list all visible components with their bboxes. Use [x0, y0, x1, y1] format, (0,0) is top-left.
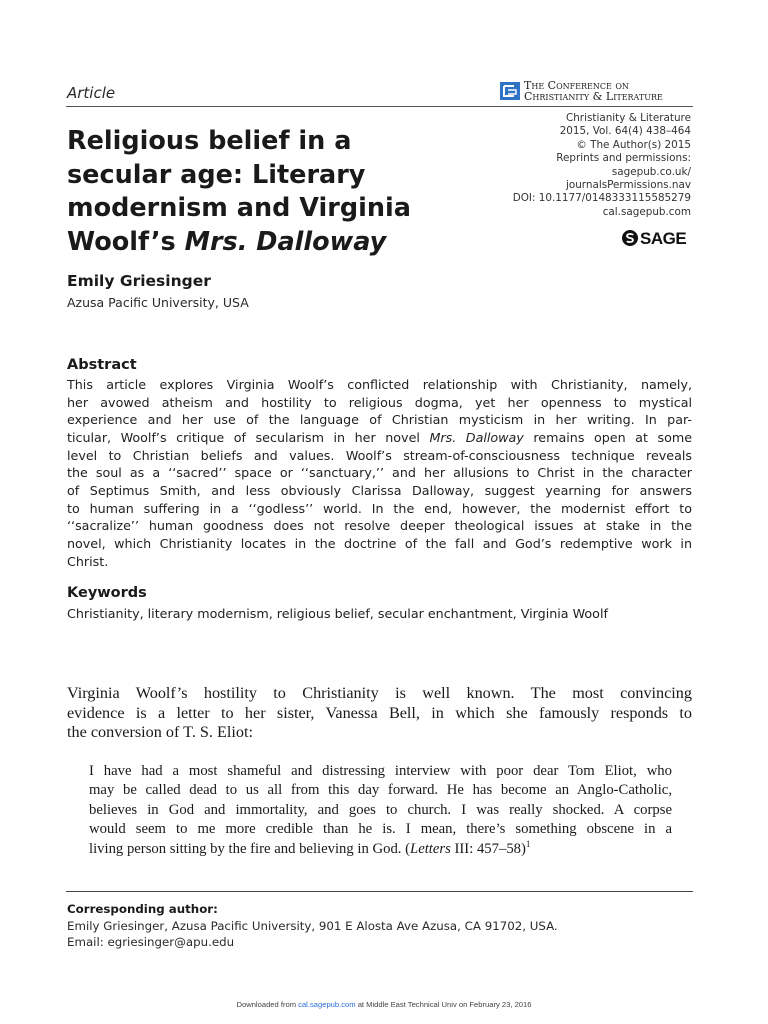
conference-name [524, 80, 663, 102]
header-divider [66, 106, 693, 107]
corresponding-author-address: Emily Griesinger, Azusa Pacific University, 901 E Alosta Ave Azusa, CA 91702, USA. [67, 919, 558, 933]
author-name: Emily Griesinger [67, 272, 211, 290]
quote-citation-pages: III: 457–58) [450, 840, 526, 857]
abstract-line: her avowed atheism and hostility to religious dogma, yet her openness to mystical [67, 394, 692, 410]
quote-line: I have had a most shameful and distressing interview with poor dear Tom Eliot, who [89, 763, 672, 779]
corresponding-author-email[interactable]: Email: egriesinger@apu.edu [67, 935, 235, 949]
meta-copyright: © The Author(s) 2015 [576, 138, 691, 151]
footnote-marker[interactable]: 1 [525, 838, 531, 849]
meta-reprints-link[interactable]: sagepub.co.uk/ [611, 165, 691, 178]
publication-meta [470, 112, 691, 219]
abstract-line: level to Christian beliefs and values. Woolf’s stream-of-consciousness technique reveals [67, 447, 692, 463]
title-line: secular age: Literary [67, 159, 366, 190]
meta-journal-url[interactable]: cal.sagepub.com [602, 205, 691, 218]
abstract-line: experience and her use of the language of Christian mysticism in her writing. In par- [67, 412, 692, 428]
sage-logo-text: SAGE [640, 229, 687, 248]
block-quote [89, 762, 672, 859]
quote-line: believes in God and immortality, and goes to church. I was really shocked. A corpse [89, 801, 672, 818]
intro-line: evidence is a letter to her sister, Vanessa Bell, in which she famously responds to [67, 703, 692, 722]
keywords-heading: Keywords [67, 585, 147, 601]
quote-line: would seem to me more credible than he is. I mean, there’s something obscene in a [89, 821, 672, 838]
title-line4-prefix: Woolf’s [67, 226, 185, 257]
meta-doi[interactable]: DOI: 10.1177/0148333115585279 [512, 192, 691, 205]
download-note-prefix: Downloaded from [236, 1000, 299, 1009]
author-affiliation: Azusa Pacific University, USA [67, 295, 249, 310]
meta-reprints-link-cont[interactable]: journalsPermissions.nav [565, 179, 691, 192]
article-type-label: Article [67, 84, 116, 102]
abstract-line: ‘‘sacralize’’ human goodness does not resolve deeper theological issues at stake in the [67, 518, 692, 534]
abstract-text [67, 376, 692, 570]
quote-line [89, 840, 672, 859]
quote-line5-start: living person sitting by the fire and believing in God. ( [89, 840, 411, 857]
abstract-line [67, 429, 692, 447]
meta-journal: Christianity & Literature [565, 112, 691, 124]
abstract-line: to human suffering in a ‘‘godless’’ world. In the end, however, the modernist effort to [67, 500, 692, 516]
meta-reprints: Reprints and permissions: [556, 152, 691, 165]
quote-line: may be called dead to us all from this day forward. He has become an Anglo-Catholic, [89, 782, 672, 799]
abstract-heading: Abstract [67, 357, 137, 373]
footnote-divider [66, 891, 693, 892]
conference-name-line1: The Conference on [524, 79, 629, 92]
abstract-line: the soul as a ‘‘sacred’’ space or ‘‘sanctuary,’’ and her allusions to Christ in the character [67, 465, 692, 481]
intro-line: Virginia Woolf’s hostility to Christianity is well known. The most convincing [67, 684, 692, 702]
abstract-line4-start: ticular, Woolf’s critique of secularism in her novel [67, 429, 430, 445]
quote-citation-title: Letters [410, 840, 451, 857]
download-note [0, 1000, 768, 1009]
abstract-novel-title: Mrs. Dalloway [429, 429, 524, 445]
conference-logo-icon [500, 82, 520, 100]
title-line: Religious belief in a [67, 126, 352, 156]
download-source-link[interactable]: cal.sagepub.com [298, 1000, 356, 1009]
intro-line: the conversion of T. S. Eliot: [67, 723, 253, 742]
title-line: modernism and Virginia [67, 193, 411, 223]
sage-logo-icon [622, 230, 638, 246]
article-title [67, 125, 467, 259]
conference-name-line2: Christianity & Literature [524, 90, 663, 103]
abstract-line: This article explores Virginia Woolf’s conflicted relationship with Christianity, namely, [67, 377, 692, 392]
abstract-line4-end: remains open at some [523, 429, 693, 445]
abstract-line: Christ. [67, 553, 109, 569]
abstract-line: of Septimus Smith, and less obviously Clarissa Dalloway, suggest yearning for answers [67, 482, 692, 498]
title-line4-italic: Mrs. Dalloway [184, 226, 387, 257]
corresponding-author-heading: Corresponding author: [67, 902, 218, 916]
keywords-list: Christianity, literary modernism, religious belief, secular enchantment, Virginia Woolf [67, 606, 608, 621]
intro-paragraph [67, 684, 692, 743]
meta-volume: 2015, Vol. 64(4) 438–464 [559, 125, 691, 138]
title-line [67, 226, 467, 260]
abstract-line: novel, which Christianity locates in the doctrine of the fall and God’s redemptive work in [67, 535, 692, 551]
download-note-suffix: at Middle East Technical Univ on February 23, 2016 [355, 1000, 532, 1009]
